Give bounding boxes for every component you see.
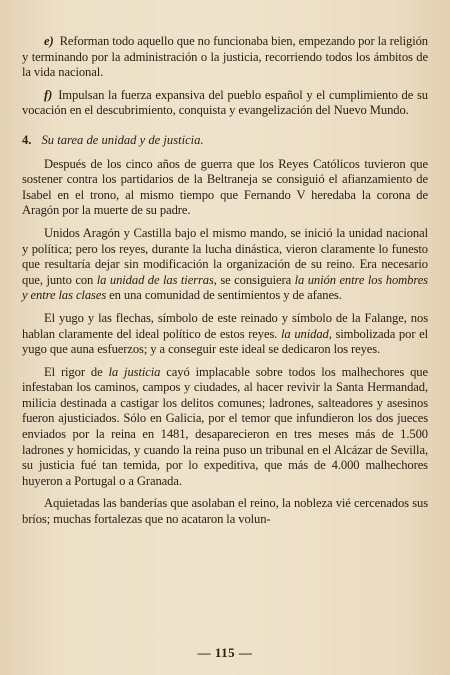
paragraph-2-text-c: en una comunidad de sentimientos y de afanes. bbox=[106, 288, 342, 303]
paragraph-3-text-a: El yugo y las flechas, símbolo de este reinado y símbolo de la Falange, nos hablan claramente del ideal político de estos reyes. bbox=[22, 310, 428, 341]
page-number: — 115 — bbox=[197, 645, 253, 660]
section-title: Su tarea de unidad y de justicia. bbox=[41, 132, 204, 147]
paragraph-2 bbox=[22, 226, 428, 304]
paragraph-1: Después de los cinco años de guerra que los Reyes Católicos tuvieron que sostener contra los partidarios de la Beltraneja se consiguió el afianzamiento de Isabel en el trono, al mismo tiempo que Fernando V heredaba la corona de Aragón por la muerte de su padre. bbox=[22, 156, 428, 218]
item-e-text: Reforman todo aquello que no funcionaba bien, empezando por la religión y terminando por la administración o la justicia, recorriendo todos los ámbitos de la vida nacional. bbox=[22, 34, 428, 80]
list-item-f bbox=[22, 88, 428, 119]
list-item-e bbox=[22, 34, 428, 81]
section-number: 4. bbox=[22, 132, 32, 147]
paragraph-4 bbox=[22, 365, 428, 490]
item-f-text: Impulsan la fuerza expansiva del pueblo español y el cumplimiento de su vocación en el descubrimiento, conquista y evangelización del Nuevo Mundo. bbox=[22, 87, 428, 118]
paragraph-5: Aquietadas las banderías que asolaban el reino, la nobleza vié cercenados sus bríos; muchas fortalezas que no acataron la volun- bbox=[22, 496, 428, 527]
paragraph-4-text-b: cayó implacable sobre todos los malhechores que infestaban los caminos, campos y ciudades, al hacer revivir la Santa Hermandad, milicia destinada a castigar los delitos comunes; ladrones, salteadores y asesinos fueron ajusticiados. Sólo en Galicia, por el temor que infundieron los dos jueces enviados por la reina en 1481, desaparecieron en tres meses más de 1.500 ladrones y homicidas, y cuando la reina puso un tribunal en el Alcázar de Sevilla, su justicia fué tan temida, por lo expeditiva, que más de 4.000 malhechores huyeron a Portugal o a Granada. bbox=[22, 364, 428, 488]
paragraph-4-italic: la justicia bbox=[108, 364, 161, 379]
section-heading bbox=[22, 133, 428, 149]
paragraph-2-italic-2: la unión entre los hombres y entre las clases bbox=[22, 272, 428, 303]
paragraph-2-italic-1: la unidad de las tierras bbox=[96, 272, 214, 287]
paragraph-3 bbox=[22, 311, 428, 358]
paragraph-3-text-b: , simbolizada por el yugo que auna esfuerzos; y a conseguir este ideal se dedicaron los reyes. bbox=[22, 326, 428, 357]
paragraph-3-italic: la unidad bbox=[281, 326, 329, 341]
paragraph-2-text-a: Unidos Aragón y Castilla bajo el mismo mando, se inició la unidad nacional y política; pero los reyes, durante la lucha dinástica, vieron claramente lo funesto que resultaría dejar sin modificación la organización de su reino. Era necesario que, junto con bbox=[22, 225, 428, 287]
item-f-marker: f) bbox=[44, 87, 53, 102]
item-e-marker: e) bbox=[44, 34, 54, 48]
paragraph-4-text-a: El rigor de bbox=[44, 364, 109, 379]
paragraph-2-text-b: , se consiguiera bbox=[213, 272, 295, 287]
